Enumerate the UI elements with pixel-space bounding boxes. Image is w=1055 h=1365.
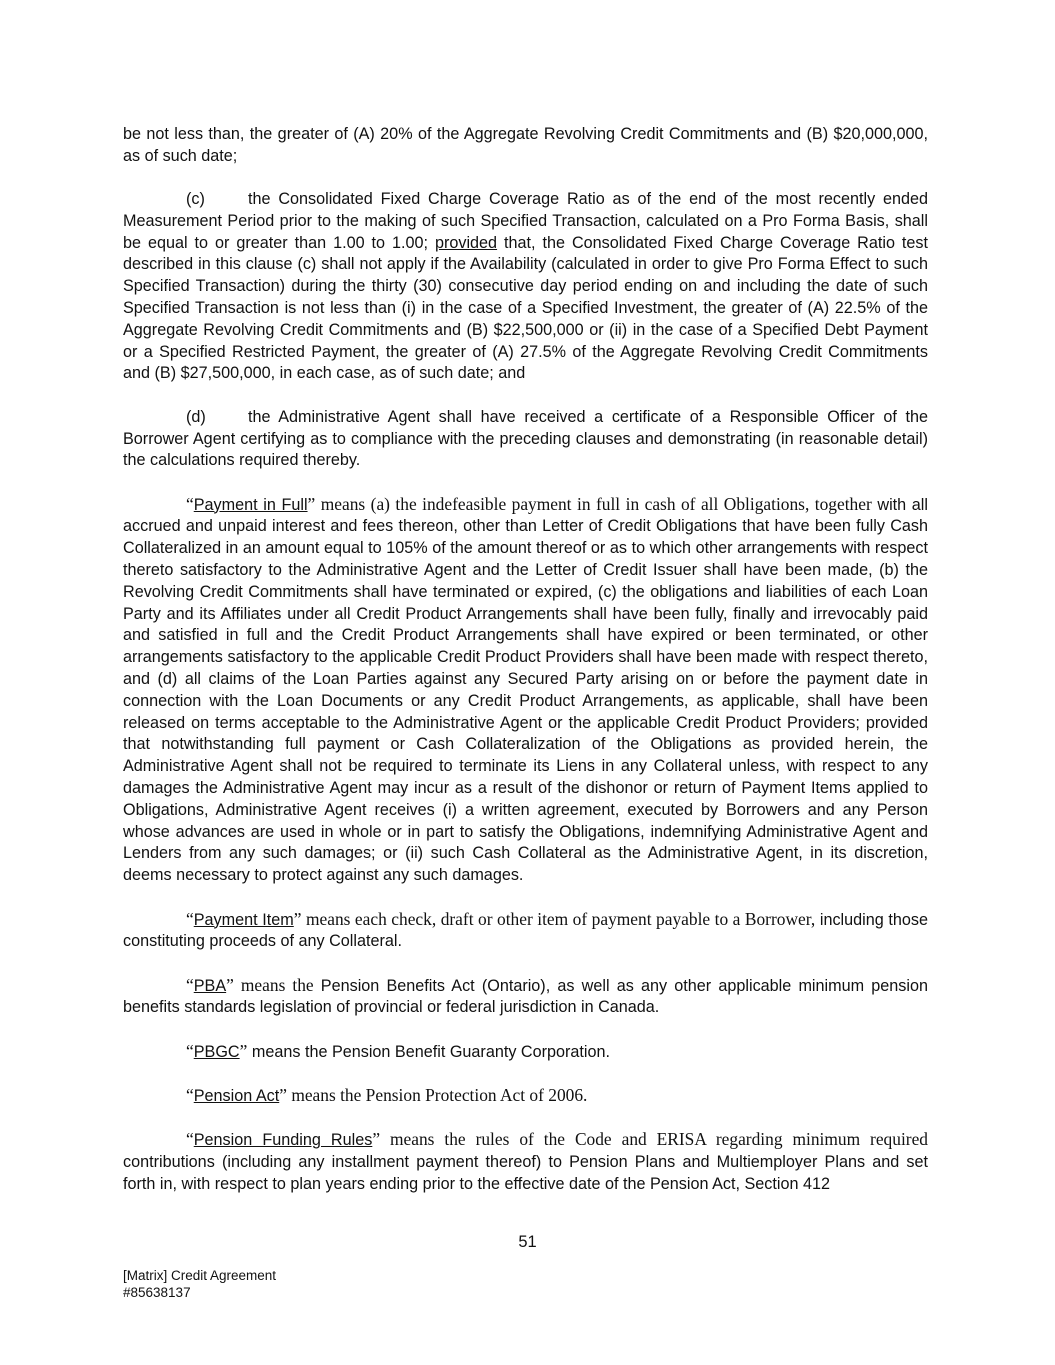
defined-term-payment-item: Payment Item: [193, 910, 294, 929]
open-quote: “: [186, 908, 194, 929]
definition-text: including those constituting proceeds of any Collateral.: [123, 910, 928, 951]
clause-d-text: the Administrative Agent shall have received a certificate of a Responsible Officer of the Borrower Agent certifying as to compliance with the preceding clauses and demonstrating (in reasonable detail) the calculations required thereby.: [123, 407, 928, 470]
open-quote: “: [186, 1129, 194, 1150]
footer-title: [Matrix] Credit Agreement: [123, 1268, 277, 1283]
close-quote: ”: [307, 493, 316, 514]
document-body: [123, 124, 928, 1196]
close-quote: ”: [372, 1129, 381, 1150]
defined-term-payment-in-full: Payment in Full: [193, 495, 308, 514]
clause-d-label: (d): [186, 407, 206, 426]
clause-c-provided: provided: [434, 233, 498, 252]
close-quote: ”: [279, 1084, 287, 1105]
footer-doc-id: #85638137: [123, 1285, 191, 1300]
close-quote: ”: [226, 974, 234, 995]
definition-text: with all accrued and unpaid interest and fees thereon, other than Letter of Credit Obligations that have been fully Cash Collateralized in an amount equal to 105% of the amount thereof or as to which other arrangements with respect thereto satisfactory to the Administrative Agent and the Letter of Credit Issuer shall have been made, (b) the Revolving Credit Commitments shall have terminated or expired, (c) the obligations and liabilities of each Loan Party and its Affiliates under all Credit Product Arrangements shall have been fully, finally and irrevocably paid and satisfied in full and the Credit Product Arrangements shall have expired or been terminated, or other arrangements satisfactory to the applicable Credit Product Providers shall have been made with respect thereto, and (d) all claims of the Loan Parties against any Secured Party arising on or before the payment date in connection with the Loan Documents or any Credit Product Arrangements, as applicable, shall have been released on terms acceptable to the Administrative Agent or the applicable Credit Product Providers; provided that notwithstanding full payment or Cash Collateralization of the Obligations as provided herein, the Administrative Agent shall not be required to terminate its Liens in any Collateral unless, with respect to any damages the Administrative Agent may incur as a result of the dishonor or return of Payment Items applied to Obligations, Administrative Agent receives (i) a written agreement, executed by Borrowers and any Person whose advances are used in whole or in part to satisfy the Obligations, indemnifying Administrative Agent and Lenders from any such damages; or (ii) such Cash Collateral as the Administrative Agent, in its discretion, deems necessary to protect against any such damages.: [123, 495, 928, 885]
definition-lead-text: means the rules of the Code and ERISA regarding minimum required: [380, 1129, 928, 1150]
continuation-text: be not less than, the greater of (A) 20% of the Aggregate Revolving Credit Commitments and (B) $20,000,000, as of such date;: [123, 125, 928, 165]
defined-term-pba: PBA: [193, 976, 227, 995]
defined-term-pbgc: PBGC: [193, 1042, 240, 1061]
close-quote: ”: [293, 908, 302, 929]
definition-pension-funding-rules: [123, 1129, 928, 1195]
definition-lead-text: means (a) the indefeasible payment in full in cash of all Obligations, together: [315, 493, 872, 514]
definition-payment-in-full: [123, 494, 928, 887]
page-number: 51: [518, 1233, 537, 1251]
definition-pension-act: [123, 1085, 928, 1108]
open-quote: “: [186, 1084, 194, 1105]
clause-c-paragraph: [123, 189, 928, 385]
definition-text: contributions (including any installment payment thereof) to Pension Plans and Multiemployer Plans and set forth in, with respect to plan years ending prior to the effective date of the Pension Act, Section 412: [123, 1153, 928, 1193]
definition-text: Pension Benefits Act (Ontario), as well as any other applicable minimum pension benefits standards legislation of provincial or federal jurisdiction in Canada.: [123, 976, 928, 1017]
clause-c-text-before: the Consolidated Fixed Charge Coverage Ratio as of the end of the most recently ended Measurement Period prior to the making of such Specified Transaction, calculated on a Pro Forma Basis, shall be equal to or greater than 1.00 to 1.00;: [123, 190, 928, 252]
footer: [123, 1267, 276, 1301]
clause-c-text-after: that, the Consolidated Fixed Charge Coverage Ratio test described in this clause (c) shall not apply if the Availability (calculated in order to give Pro Forma Effect to such Specified Transaction) during the thirty (30) consecutive day period ending on and including the date of such Specified Transaction is not less than (i) in the case of a Specified Investment, the greater of (A) 22.5% of the Aggregate Revolving Credit Commitments and (B) $22,500,000 or (ii) in the case of a Specified Debt Payment or a Specified Restricted Payment, the greater of (A) 27.5% of the Aggregate Revolving Credit Commitments and (B) $27,500,000, in each case, as of such date; and: [123, 233, 929, 383]
definition-lead-text: means each check, draft or other item of payment payable to a Borrower,: [301, 908, 816, 929]
definition-pbgc: [123, 1041, 928, 1064]
defined-term-pension-act: Pension Act: [193, 1086, 280, 1105]
definition-lead-text: means the Pension Protection Act of 2006.: [286, 1084, 588, 1105]
clause-c-label: (c): [186, 190, 205, 209]
definition-text: means the Pension Benefit Guaranty Corporation.: [247, 1042, 610, 1061]
clause-d-paragraph: [123, 407, 928, 472]
close-quote: ”: [239, 1040, 248, 1061]
defined-term-pension-funding-rules: Pension Funding Rules: [193, 1131, 373, 1150]
definition-payment-item: [123, 909, 928, 954]
continuation-paragraph: [123, 124, 928, 168]
open-quote: “: [186, 493, 194, 514]
open-quote: “: [186, 974, 194, 995]
definition-lead-text: means the: [233, 974, 314, 995]
definition-pba: [123, 975, 928, 1020]
open-quote: “: [186, 1040, 194, 1061]
